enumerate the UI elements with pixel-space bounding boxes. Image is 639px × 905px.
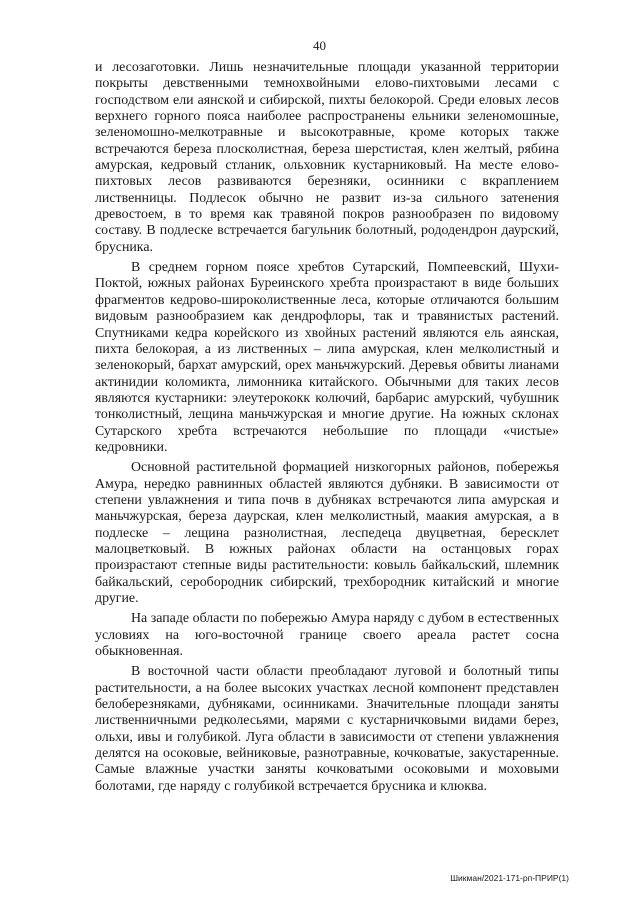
body-text — [95, 60, 559, 799]
paragraph-5: В восточной части области преобладают луговой и болотный типы растительности, а на более высоких участках лесной компонент представлен белоберезняками, дубняками, осинниками. Значительные площади заняты лиственничными редколесьями, марями с кустарничковыми видами берез, ольхи, ивы и голубикой. Луга области в зависимости от степени увлажнения делятся на осоковые, вейниковые, разнотравные, кочковатые, закустаренные. Самые влажные участки заняты кочковатыми осоковыми и моховыми болотами, где наряду с голубикой встречается брусника и клюква. — [95, 664, 559, 794]
paragraph-2: В среднем горном поясе хребтов Сутарский, Помпеевский, Шухи-Поктой, южных районах Буреинского хребта произрастают в виде больших фрагментов кедрово-широколиственные леса, которые отличаются большим видовым разнообразием как дендрофлоры, так и травянистых растений. Спутниками кедра корейского из хвойных растений являются ель аянская, пихта белокорая, а из лиственных – липа амурская, клен мелколистный и зеленокорый, бархат амурский, орех маньчжурский. Деревья обвиты лианами актинидии коломикта, лимонника китайского. Обычными для таких лесов являются кустарники: элеутерококк колючий, барбарис амурский, чубушник тонколистный, лещина маньчжурская и многие другие. На южных склонах Сутарского хребта встречаются небольшие по площади «чистые» кедровники. — [95, 260, 559, 455]
document-code: Шикман/2021-171-рп-ПРИР(1) — [450, 873, 569, 883]
paragraph-1: и лесозаготовки. Лишь незначительные площади указанной территории покрыты девственными темнохвойными елово-пихтовыми лесами с господством ели аянской и сибирской, пихты белокорой. Среди еловых лесов верхнего горного пояса наиболее распространены ельники зеленомошные, зеленомошно-мелкотравные и высокотравные, кроме которых также встречаются береза плосколистная, береза шерстистая, клен желтый, рябина амурская, кедровый стланик, ольховник кустарниковый. На месте елово-пихтовых лесов развиваются березняки, осинники с вкраплением лиственницы. Подлесок обычно не развит из-за сильного затенения древостоем, в то время как травяной покров разнообразен по видовому составу. В подлеске встречается багульник болотный, рододендрон даурский, брусника. — [95, 60, 559, 255]
paragraph-4: На западе области по побережью Амура наряду с дубом в естественных условиях на юго-восточной границе своего ареала растет сосна обыкновенная. — [95, 611, 559, 660]
page-number: 40 — [313, 38, 326, 53]
paragraph-3: Основной растительной формацией низкогорных районов, побережья Амура, нередко равнинных областей являются дубняки. В зависимости от степени увлажнения и типа почв в дубняках встречаются липа амурская и маньчжурская, береза даурская, клен мелколистный, маакия амурская, а в подлеске – лещина разнолистная, леспедеца двуцветная, бересклет малоцветковый. В южных районах области на останцовых горах произрастают степные виды растительности: ковыль байкальский, шлемник байкальский, серобородник сибирский, трехбородник китайский и многие другие. — [95, 460, 559, 606]
